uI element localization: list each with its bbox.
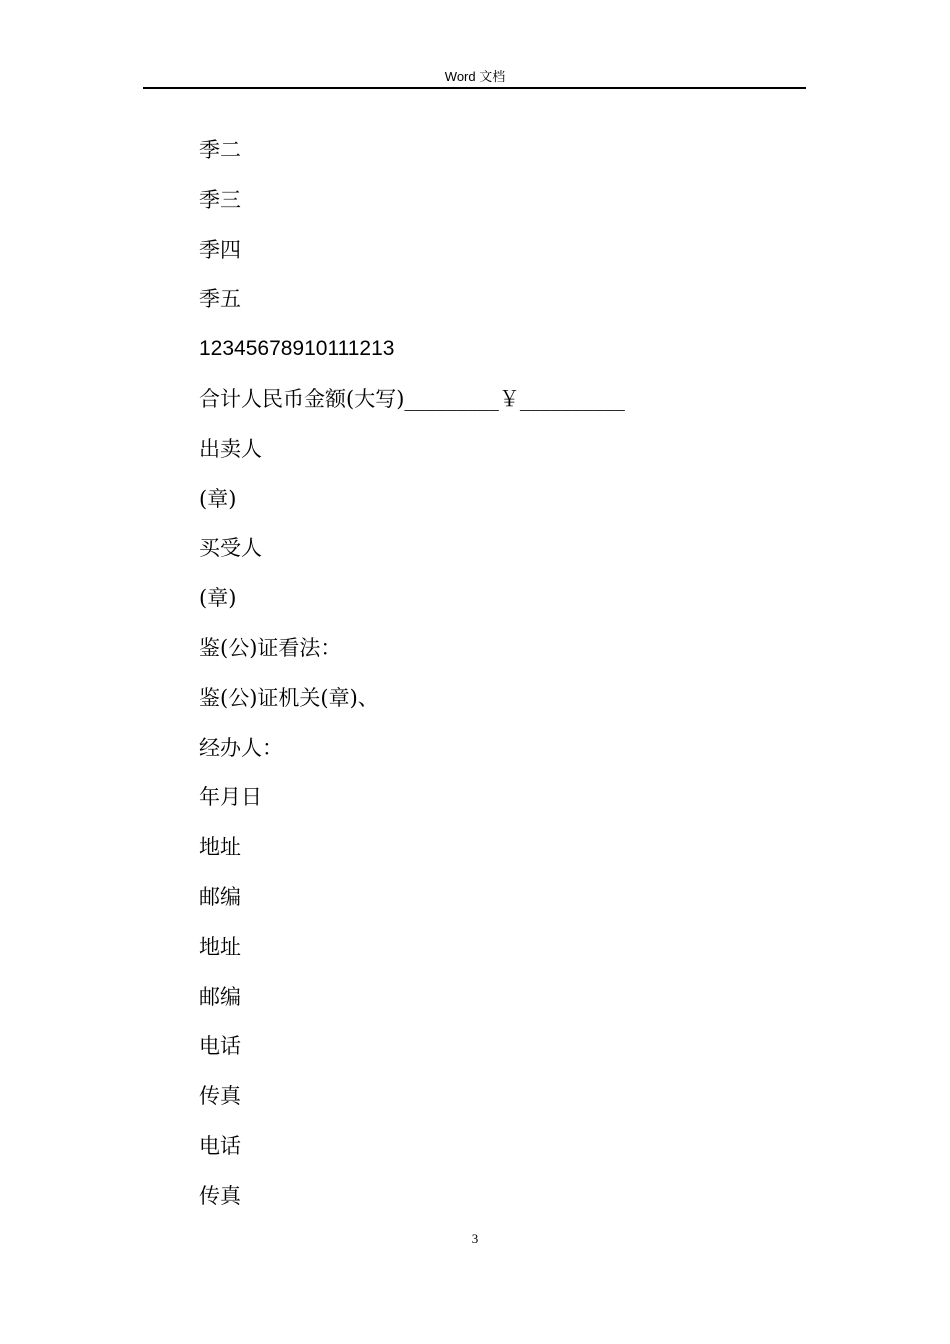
fax-label: 传真 <box>199 1084 241 1109</box>
page-number: 3 <box>471 1231 479 1246</box>
fax-label: 传真 <box>199 1183 241 1208</box>
text-line: 季五 <box>199 287 241 312</box>
seller-seal: (章) <box>199 486 237 511</box>
notary-opinion-label: 鉴(公)证看法： <box>199 635 342 660</box>
header-divider <box>143 87 806 89</box>
address-label: 地址 <box>199 835 241 860</box>
phone-label: 电话 <box>199 1034 241 1059</box>
date-label: 年月日 <box>199 785 262 810</box>
text-line: 季四 <box>199 237 241 262</box>
seller-label: 出卖人 <box>199 436 262 461</box>
total-amount-line: 合计人民币金额(大写)_________￥__________ <box>199 386 625 411</box>
phone-label: 电话 <box>199 1133 241 1158</box>
address-label: 地址 <box>199 934 241 959</box>
document-body <box>199 135 819 1231</box>
page-header-title: Word 文档 <box>444 69 506 84</box>
number-sequence-line: 12345678910111213 <box>199 337 395 361</box>
text-line: 季三 <box>199 187 241 212</box>
buyer-seal: (章) <box>199 586 237 611</box>
handler-label: 经办人： <box>199 735 283 760</box>
buyer-label: 买受人 <box>199 536 262 561</box>
postcode-label: 邮编 <box>199 884 241 909</box>
postcode-label: 邮编 <box>199 984 241 1009</box>
notary-office-label: 鉴(公)证机关(章)、 <box>199 685 379 710</box>
text-line: 季二 <box>199 138 241 162</box>
